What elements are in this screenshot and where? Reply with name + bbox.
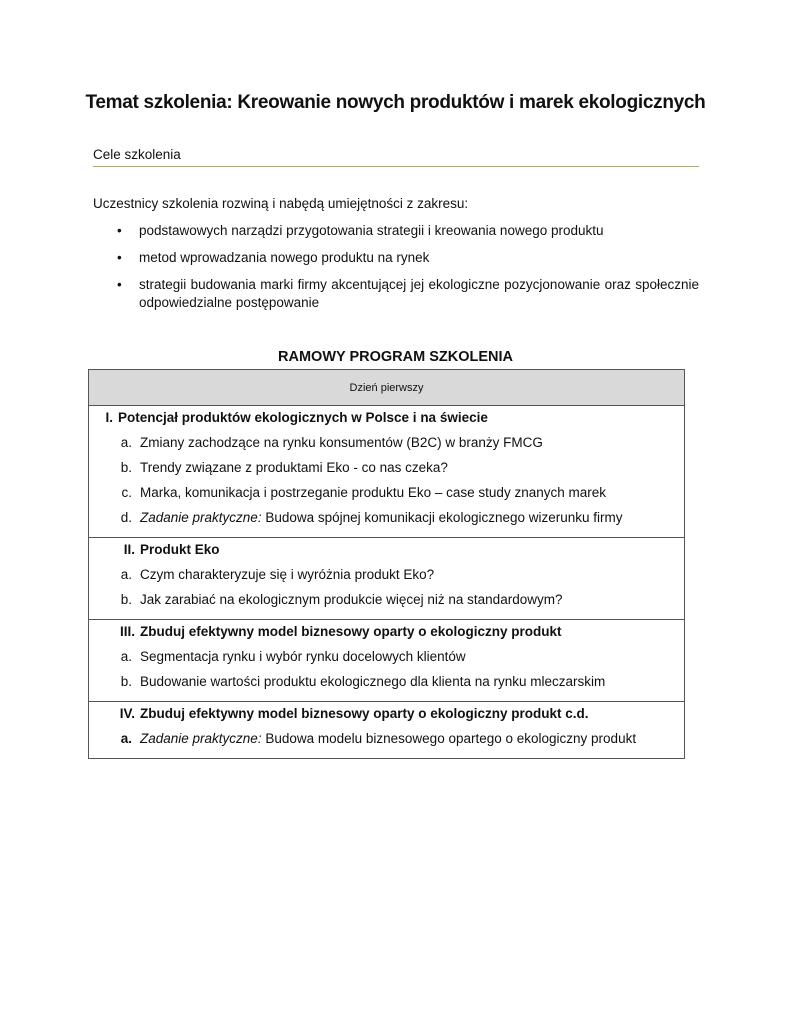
item-text: Segmentacja rynku i wybór rynku docelowych klientów [140,649,466,664]
module-title: Potencjał produktów ekologicznych w Polsce i na świecie [118,410,488,425]
item-text: Zmiany zachodzące na rynku konsumentów (B2C) w branży FMCG [140,435,543,450]
goal-item [93,276,699,312]
module-item [89,458,684,483]
item-letter: a. [120,731,132,746]
module-item [89,590,684,615]
item-text: Budowa spójnej komunikacji ekologicznego wizerunku firmy [261,510,623,525]
module-title: Produkt Eko [140,542,220,557]
item-text-mixed [140,508,623,528]
module-heading [89,408,684,433]
module-row [89,702,685,759]
goal-item [93,249,699,267]
page-title: Temat szkolenia: Kreowanie nowych produktów i marek ekologicznych [85,92,706,113]
module-row [89,406,685,538]
goal-text: metod wprowadzania nowego produktu na rynek [139,250,430,265]
program-title: RAMOWY PROGRAM SZKOLENIA [278,349,513,365]
goals-intro: Uczestnicy szkolenia rozwiną i nabędą umiejętności z zakresu: [93,196,469,211]
item-italic-label: Zadanie praktyczne: [140,731,262,746]
module-item [89,672,684,697]
goal-item [93,222,699,240]
module-item [89,483,684,508]
module-cell [89,406,685,538]
module-item [89,729,684,754]
item-text: Marka, komunikacja i postrzeganie produktu Eko – case study znanych marek [140,485,606,500]
item-letter: a. [120,567,132,582]
item-text: Czym charakteryzuje się i wyróżnia produkt Eko? [140,567,435,582]
module-number: IV. [119,706,135,721]
module-title: Zbuduj efektywny model biznesowy oparty o ekologiczny produkt c.d. [140,706,589,721]
item-letter: b. [120,674,132,689]
module-item [89,647,684,672]
item-text: Jak zarabiać na ekologicznym produkcie więcej niż na standardowym? [140,592,563,607]
item-text: Budowanie wartości produktu ekologicznego dla klienta na rynku mleczarskim [140,674,606,689]
item-letter: b. [120,592,132,607]
item-text: Trendy związane z produktami Eko - co nas czeka? [140,460,448,475]
bullet-icon: • [117,277,122,292]
item-letter: a. [120,435,132,450]
day-header-row [89,370,685,406]
goals-list [93,222,699,321]
module-item [89,565,684,590]
item-letter: b. [120,460,132,475]
goal-text: podstawowych narządzi przygotowania strategii i kreowania nowego produktu [139,223,604,238]
item-text: Budowa modelu biznesowego opartego o ekologiczny produkt [261,731,637,746]
item-text-mixed [140,729,636,749]
module-row [89,538,685,620]
bullet-icon: • [117,250,122,265]
day-label: Dzień pierwszy [89,370,685,406]
section-heading-goals: Cele szkolenia [93,147,699,167]
module-cell [89,702,685,759]
goal-text: strategii budowania marki firmy akcentującej jej ekologiczne pozycjonowanie oraz społecznie odpowiedzialne postępowanie [139,277,699,310]
item-italic-label: Zadanie praktyczne: [140,510,262,525]
program-table [88,369,685,759]
module-number: II. [123,542,135,557]
module-cell [89,538,685,620]
module-row [89,620,685,702]
module-number: III. [119,624,135,639]
module-heading [89,704,684,729]
module-number: I. [105,410,113,425]
bullet-icon: • [117,223,122,238]
item-letter: c. [121,485,132,500]
item-letter: d. [120,510,132,525]
module-item [89,433,684,458]
module-heading [89,540,684,565]
item-letter: a. [120,649,132,664]
module-item [89,508,684,533]
module-title: Zbuduj efektywny model biznesowy oparty o ekologiczny produkt [140,624,562,639]
module-cell [89,620,685,702]
module-heading [89,622,684,647]
